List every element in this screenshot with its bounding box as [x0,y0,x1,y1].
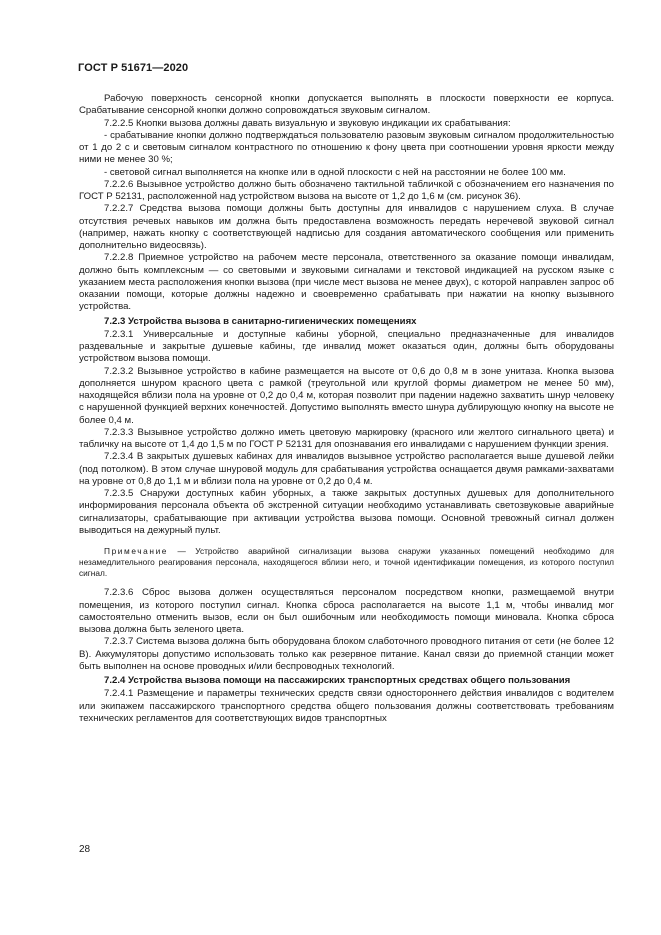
document-body [79,93,614,725]
note-label: Примечание [104,546,169,556]
standard-header: ГОСТ Р 51671—2020 [78,62,189,74]
note [79,546,614,578]
paragraph: 7.2.2.7 Средства вызова помощи должны быть доступны для инвалидов с нарушением слуха. В случае отсутствия речевых навыков им должна быть предоставлена возможность передать неречевой звуковой сигнал (например, нажать кнопку с соответствующей надписью для создания автоматического сообщения или применить дополнительно видеосвязь). [79,203,614,251]
paragraph: 7.2.3.5 Снаружи доступных кабин уборных, а также закрытых доступных душевых для дополнительного информирования персонала объекта об экстренной ситуации необходимо устанавливать светозвуковые аварийные сигнализаторы, срабатывающие при активации устройства вызова помощи. Основной тревожный сигнал должен выводиться на дежурный пульт. [79,488,614,536]
list-item: - срабатывание кнопки должно подтверждаться пользователю разовым звуковым сигналом продолжительностью от 1 до 2 с и световым сигналом контрастного по отношению к фону цвета при соотношении уровня яркости между ними не менее 30 %; [79,129,614,166]
paragraph: Рабочую поверхность сенсорной кнопки допускается выполнять в плоскости поверхности ее корпуса. Срабатывание сенсорной кнопки должно сопровождаться звуковым сигналом. [79,93,614,117]
page-number: 28 [79,844,91,855]
note-text: — Устройство аварийной сигнализации вызова снаружи указанных помещений необходимо для незамедлительного реагирования персонала, находящегося вблизи него, и точной идентификации помещения, из которого поступил сигнал. [79,546,614,578]
paragraph: 7.2.3.7 Система вызова должна быть оборудована блоком слаботочного проводного питания от сети (не более 12 В). Аккумуляторы допустимо использовать только как резервное питание. Канал связи до приемной станции может быть выполнен на основе проводных и/или беспроводных технологий. [79,636,614,672]
list-item: - световой сигнал выполняется на кнопке или в одной плоскости с ней на расстоянии не более 100 мм. [104,166,566,178]
paragraph: 7.2.2.6 Вызывное устройство должно быть обозначено тактильной табличкой с обозначением его назначения по ГОСТ Р 52131, расположенной над устройством вызова на высоте от 1,2 до 1,6 м (см. рисунок 36). [79,178,614,202]
section-heading-7-2-4: 7.2.4 Устройства вызова помощи на пассажирских транспортных средствах общего пользования [104,675,571,687]
paragraph: 7.2.3.3 Вызывное устройство должно иметь цветовую маркировку (красного или желтого сигнального цвета) и табличку на высоте от 1,4 до 1,5 м по ГОСТ Р 52131 для опознавания его инвалидами с нарушением функции зрения. [79,426,614,450]
paragraph: 7.2.2.5 Кнопки вызова должны давать визуальную и звуковую индикации их срабатывания: [104,117,511,129]
paragraph: 7.2.4.1 Размещение и параметры технических средств связи одностороннего действия инвалидов с водителем или экипажем пассажирского транспортного средства общего пользования должны соответствовать требованиям технических регламентов для соответствующих видов транспортных [79,688,614,724]
paragraph: 7.2.3.6 Сброс вызова должен осуществляться персоналом посредством кнопки, размещаемой внутри помещения, из которого поступил сигнал. Кнопка сброса располагается на высоте 1,1 м, чтобы инвалид мог самостоятельно отменить вызов, если он был ошибочным или необходимость помощи миновала. Кнопка сброса вызова должна быть зеленого цвета. [79,587,614,636]
paragraph: 7.2.3.1 Универсальные и доступные кабины уборной, специально предназначенные для инвалидов раздевальные и закрытые душевые кабины, где инвалид может оказаться один, должны быть оборудованы устройством вызова помощи. [79,328,614,365]
paragraph: 7.2.3.2 Вызывное устройство в кабине размещается на высоте от 0,6 до 0,8 м в зоне унитаза. Кнопка вызова дополняется шнуром красного цвета с рамкой (треугольной или круглой формы диаметром не менее 50 мм), находящейся вблизи пола на уровне от 0,2 до 0,4 м, которая позволит при падении надежно захватить шнур человеку с нарушенной функцией верхних конечностей. Допустимо выполнять вместо шнура дублирующую кнопку на высоте не более 0,4 м. [79,365,614,426]
paragraph: 7.2.3.4 В закрытых душевых кабинах для инвалидов вызывное устройство располагается выше душевой лейки (под потолком). В этом случае шнуровой модуль для срабатывания устройства оснащается двумя рамками-захватами на уровне от 0,8 до 1,1 м и вблизи пола на уровне от 0,2 до 0,4 м. [79,451,614,487]
paragraph: 7.2.2.8 Приемное устройство на рабочем месте персонала, ответственного за оказание помощи инвалидам, должно быть комплексным — со световыми и звуковыми сигналами и текстовой индикацией на русском языке с указанием места расположения кнопки вызова (при числе мест вызова не менее двух), с которой направлен запрос об оказании помощи, которые должны надежно и своевременно срабатывать при нажатии на кнопку вызывного устройства. [79,252,614,313]
section-heading-7-2-3: 7.2.3 Устройства вызова в санитарно-гигиенических помещениях [104,315,417,327]
